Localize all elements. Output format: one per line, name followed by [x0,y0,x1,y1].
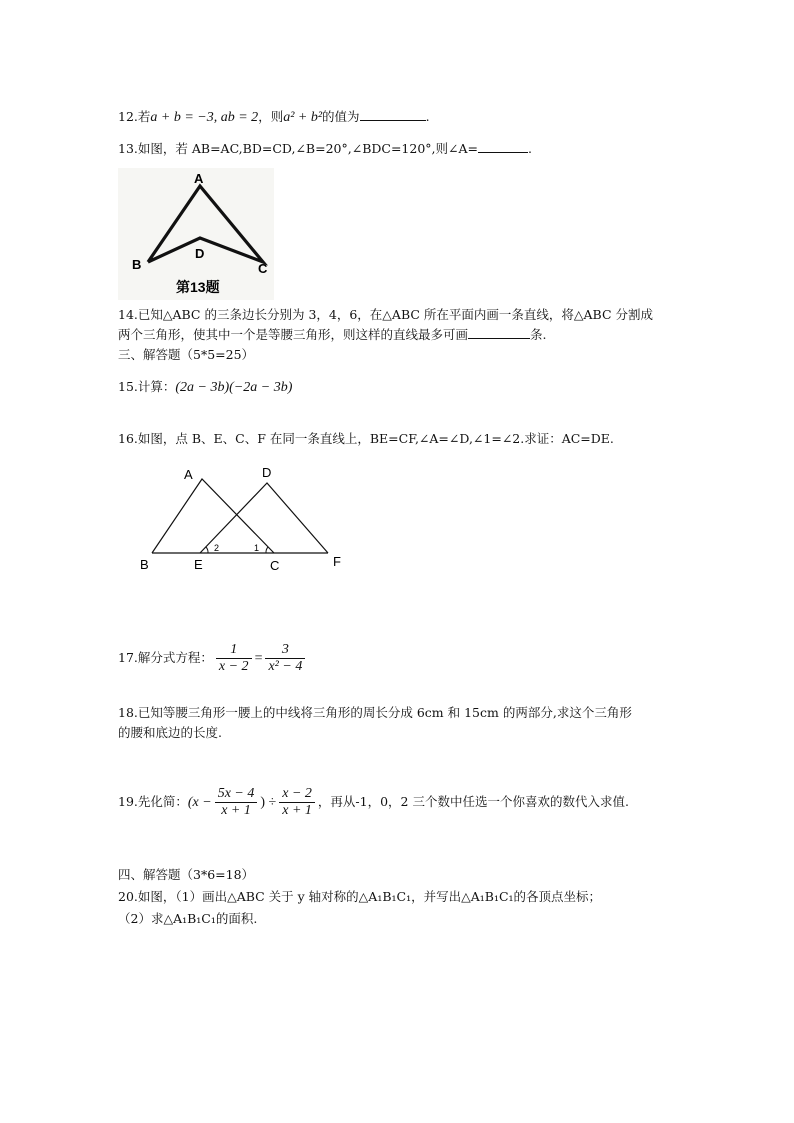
label-B: B [140,557,149,572]
label-D: D [195,246,205,261]
q19-tail: ，再从-1，0，2 三个数中任选一个你喜欢的数代入求值. [317,794,629,809]
label-A: A [184,467,193,482]
question-14-line1: 14.已知△ABC 的三条边长分别为 3，4，6，在△ABC 所在平面内画一条直线，将△ABC 分割成 [118,307,653,322]
angle-2-arc [206,547,208,553]
question-18-line2: 的腰和底边的长度. [118,725,222,740]
q15-label: 15.计算： [118,379,176,394]
label-F: F [333,554,341,569]
denominator: x + 1 [221,803,251,818]
denominator: x + 1 [282,803,312,818]
numerator: x − 2 [279,786,315,803]
q19-fraction-1 [215,786,258,819]
question-16: 16.如图，点 B、E、C、F 在同一条直线上，BE=CF,∠A=∠D,∠1=∠2.求证：AC=DE. [118,431,614,446]
q14-end: 条. [530,327,547,342]
q12-target: a² + b² [283,110,323,125]
numerator: 1 [216,642,252,659]
angle-2-label: 2 [214,543,220,553]
question-18-line1: 18.已知等腰三角形一腰上的中线将三角形的周长分成 6cm 和 15cm 的两部分,求这个三角形 [118,705,632,720]
q12-tail: 的值为 [322,109,360,124]
label-E: E [194,557,203,572]
label-C: C [270,558,280,573]
question-12 [118,108,430,127]
q19-fraction-2 [279,786,315,819]
answer-blank[interactable] [360,108,426,121]
q15-expression: (2a − 3b)(−2a − 3b) [175,380,293,395]
triangle-ABC [152,479,274,553]
q17-lhs-fraction [216,642,252,675]
q13-text: 13.如图，若 AB=AC,BD=CD,∠B=20°,∠BDC=120°,则∠A= [118,141,478,156]
question-13 [118,140,532,158]
question-14-line2 [118,326,547,344]
answer-blank[interactable] [468,326,530,339]
q19-open: (x − [187,795,212,810]
denominator: x² − 4 [268,659,303,674]
q12-label: 12.若 [118,109,151,124]
figure-caption: 第13题 [176,279,220,295]
question-15 [118,378,292,397]
label-B: B [132,257,142,272]
equals-sign: = [254,651,263,666]
question-20-line1: 20.如图，（1）画出△ABC 关于 y 轴对称的△A₁B₁C₁，并写出△A₁B₁C₁的各顶点坐标； [118,889,602,904]
q19-close: ) ÷ [260,795,277,810]
q17-rhs-fraction [265,642,305,675]
label-A: A [194,171,204,186]
q19-label: 19.先化简： [118,794,188,809]
question-17 [118,638,308,679]
question-20-line2: （2）求△A₁B₁C₁的面积. [118,911,258,926]
section-4-title: 四、解答题（3*6=18） [118,867,255,882]
label-C: C [258,261,268,276]
q14-text: 两个三角形，使其中一个是等腰三角形，则这样的直线最多可画 [118,327,469,342]
numerator: 5x − 4 [215,786,258,803]
question-19 [118,782,629,823]
label-D: D [262,465,272,480]
answer-blank[interactable] [478,140,528,153]
q17-label: 17.解分式方程： [118,650,213,665]
q12-condition: a + b = −3, ab = 2 [150,110,259,125]
q12-end: . [425,109,430,124]
denominator: x − 2 [218,659,249,674]
angle-1-label: 1 [254,543,260,553]
numerator: 3 [265,642,305,659]
section-3-title: 三、解答题（5*5=25） [118,347,255,362]
q13-end: . [528,141,532,156]
figure-q13 [118,168,274,300]
q12-mid: ，则 [258,109,284,124]
angle-1-arc [266,547,268,553]
figure-q16 [130,462,360,577]
